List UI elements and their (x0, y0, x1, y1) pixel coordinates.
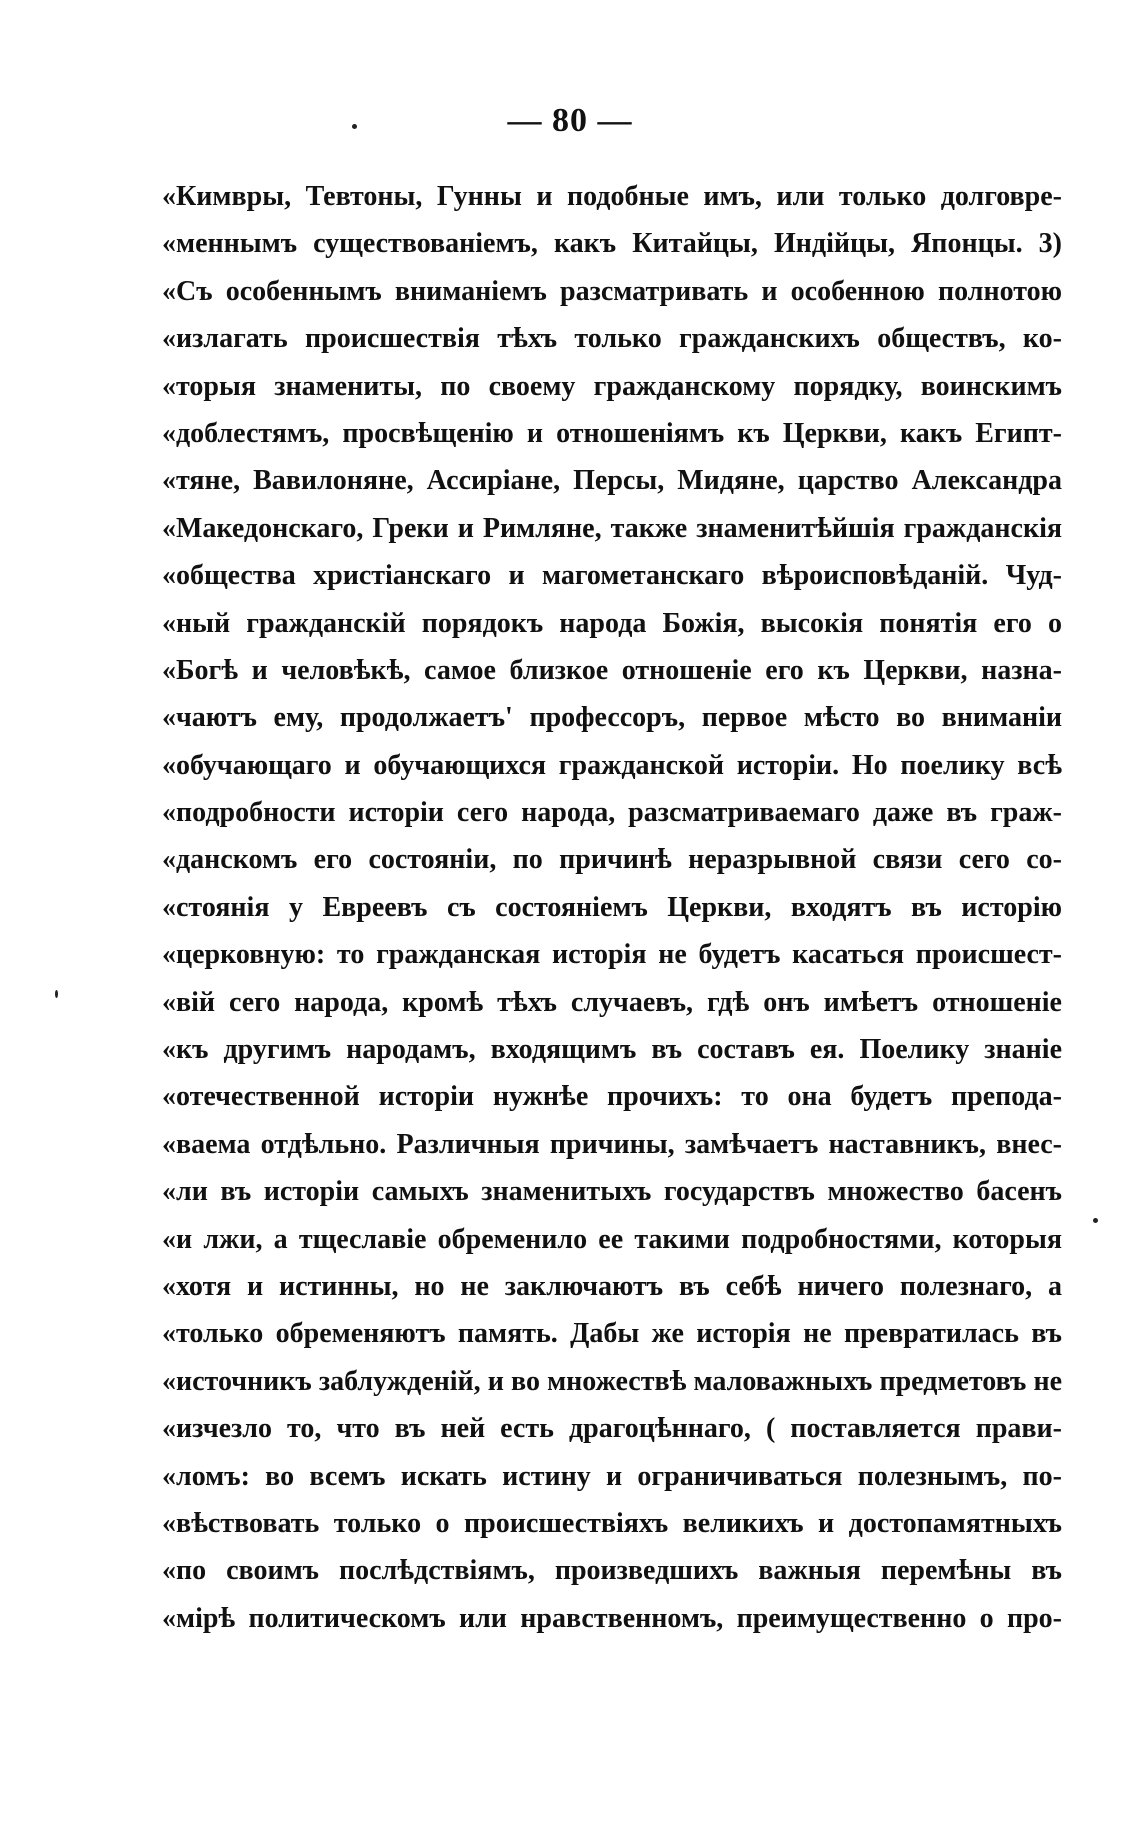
body-text (162, 173, 1062, 1642)
text-line: «излагать происшествія тѣхъ только гражданскихъ обществъ, ко- (162, 323, 1062, 355)
page-number: — 80 — (507, 102, 633, 139)
text-line: «только обременяютъ память. Дабы же исторія не превратилась въ (162, 1318, 1062, 1350)
text-line: «по своимъ послѣдствіямъ, произведшихъ важныя перемѣны въ (162, 1555, 1062, 1587)
text-line: «общества христіанскаго и магометанскаго вѣроисповѣданій. Чуд- (162, 560, 1062, 592)
text-line: «Кимвры, Тевтоны, Гунны и подобные имъ, или только долговре- (162, 181, 1062, 212)
text-line: «ломъ: во всемъ искать истину и ограничиваться полезнымъ, по- (162, 1460, 1062, 1492)
text-line: «ваема отдѣльно. Различныя причины, замѣчаетъ наставникъ, внес- (162, 1128, 1062, 1160)
scan-speck (1093, 1218, 1098, 1223)
text-line: «и лжи, а тщеславіе обременило ее такими подробностями, которыя (162, 1223, 1062, 1255)
text-line: «отечественной исторіи нужнѣе прочихъ: то она будетъ препода- (162, 1081, 1062, 1113)
text-line: «церковную: то гражданская исторія не будетъ касаться происшест- (162, 939, 1062, 971)
text-line: «Македонскаго, Греки и Римляне, также знаменитѣйшія гражданскія (162, 512, 1062, 544)
scan-speck (55, 990, 58, 998)
text-line: «подробности исторіи сего народа, разсматриваемаго даже въ граж- (162, 797, 1062, 829)
text-line: «ный гражданскій порядокъ народа Божія, высокія понятія его о (162, 607, 1062, 639)
text-line: «Съ особеннымъ вниманіемъ разсматривать и особенною полнотою (162, 275, 1062, 307)
text-line: «изчезло то, что въ ней есть драгоцѣннаго, ( поставляется прави- (162, 1413, 1062, 1445)
text-line: «мірѣ политическомъ или нравственномъ, преимущественно о про- (162, 1602, 1062, 1634)
text-line: «меннымъ существованіемъ, какъ Китайцы, Индійцы, Японцы. 3) (162, 228, 1062, 260)
text-line: «Богѣ и человѣкѣ, самое близкое отношеніе его къ Церкви, назна- (162, 654, 1062, 686)
text-line: «данскомъ его состояніи, по причинѣ неразрывной связи сего со- (162, 844, 1062, 876)
text-line: «вѣствовать только о происшествіяхъ великихъ и достопамятныхъ (162, 1507, 1062, 1539)
text-line: «вій сего народа, кромѣ тѣхъ случаевъ, гдѣ онъ имѣетъ отношеніе (162, 986, 1062, 1018)
text-line: «чаютъ ему, продолжаетъ' профессоръ, первое мѣсто во вниманіи (162, 702, 1062, 734)
scan-speck (352, 124, 357, 129)
text-line: «тяне, Вавилоняне, Ассиріане, Персы, Мидяне, царство Александра (162, 465, 1062, 497)
text-line: «хотя и истинны, но не заключаютъ въ себѣ ничего полезнаго, а (162, 1270, 1062, 1302)
text-line: «источникъ заблужденій, и во множествѣ маловажныхъ предметовъ не (162, 1365, 1062, 1397)
text-line: «торыя знамениты, по своему гражданскому порядку, воинскимъ (162, 370, 1062, 402)
text-line: «стоянія у Евреевъ съ состояніемъ Церкви, входятъ въ исторію (162, 891, 1062, 923)
text-line: «обучающаго и обучающихся гражданской исторіи. Но поелику всѣ (162, 749, 1062, 781)
text-line: «ли въ исторіи самыхъ знаменитыхъ государствъ множество басенъ (162, 1176, 1062, 1208)
text-line: «доблестямъ, просвѣщенію и отношеніямъ къ Церкви, какъ Египт- (162, 417, 1062, 449)
text-line: «къ другимъ народамъ, входящимъ въ составъ ея. Поелику знаніе (162, 1034, 1062, 1066)
